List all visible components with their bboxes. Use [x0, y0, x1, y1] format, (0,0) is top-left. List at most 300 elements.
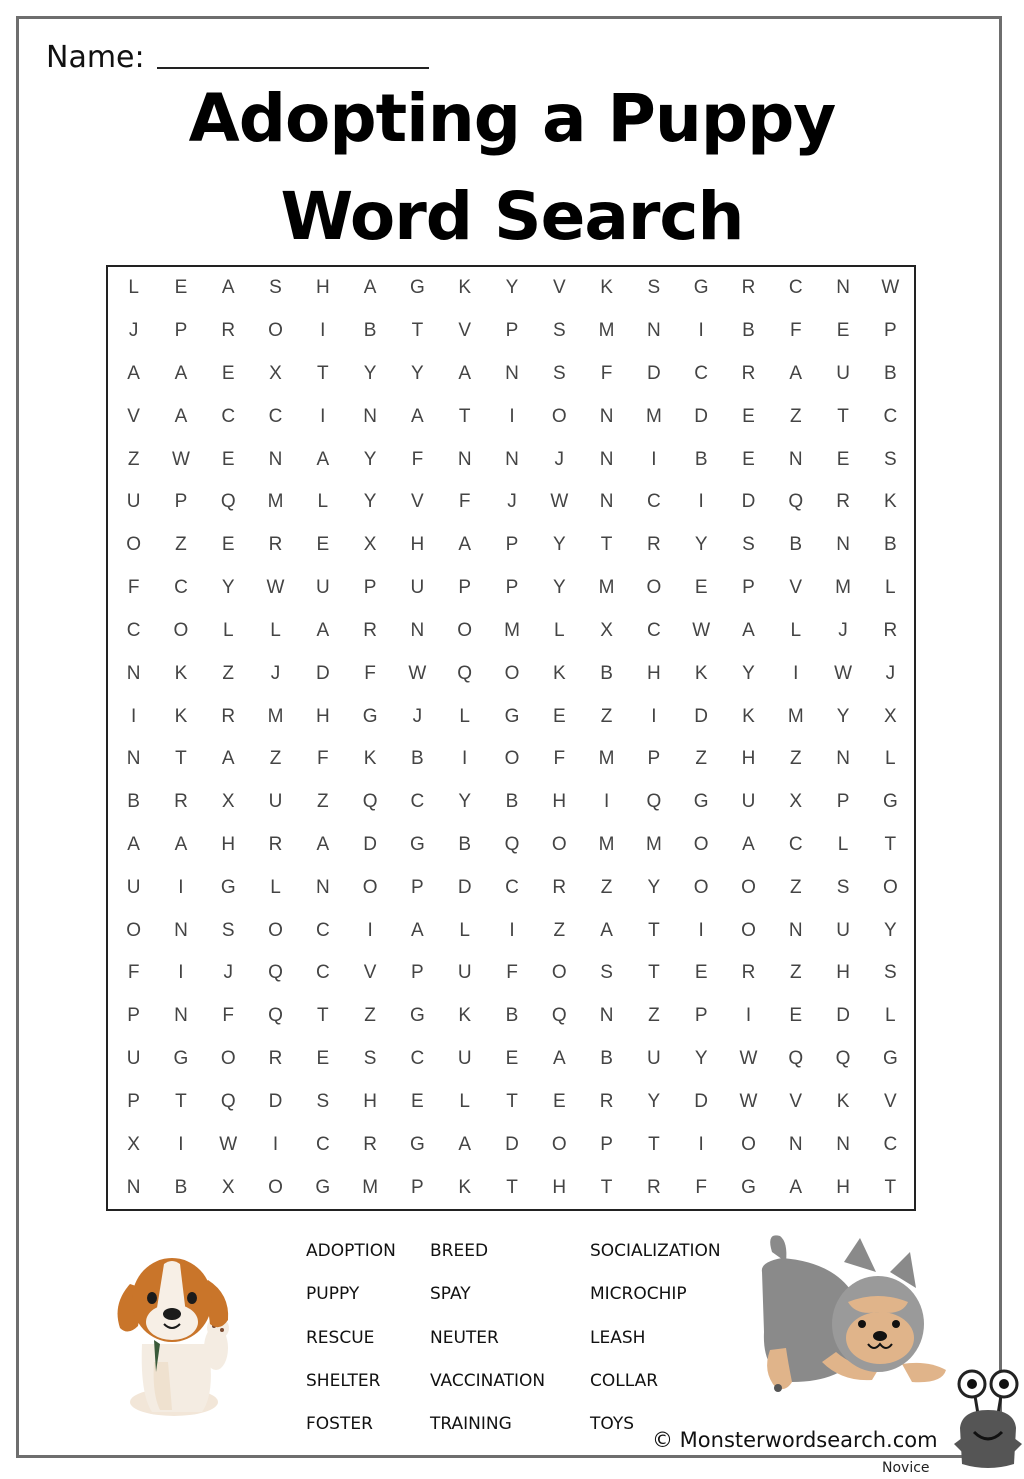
- grid-letter[interactable]: N: [647, 320, 661, 342]
- grid-letter[interactable]: B: [458, 834, 472, 856]
- grid-letter[interactable]: A: [363, 277, 377, 299]
- grid-letter[interactable]: N: [457, 448, 472, 470]
- grid-letter[interactable]: I: [131, 705, 137, 727]
- grid-letter[interactable]: G: [693, 277, 709, 299]
- grid-letter[interactable]: D: [836, 1005, 850, 1027]
- grid-letter[interactable]: I: [651, 705, 657, 727]
- grid-letter[interactable]: A: [174, 363, 188, 385]
- grid-letter[interactable]: Y: [836, 705, 850, 727]
- grid-letter[interactable]: T: [506, 1090, 518, 1112]
- grid-letter[interactable]: Y: [742, 662, 755, 684]
- grid-letter[interactable]: N: [315, 876, 330, 898]
- grid-letter[interactable]: U: [315, 577, 330, 599]
- grid-letter[interactable]: E: [742, 448, 755, 470]
- grid-letter[interactable]: S: [363, 1048, 377, 1070]
- grid-letter[interactable]: F: [695, 1176, 707, 1198]
- grid-letter[interactable]: Q: [835, 1048, 851, 1070]
- grid-letter[interactable]: B: [505, 791, 519, 813]
- grid-letter[interactable]: S: [269, 277, 282, 299]
- grid-letter[interactable]: O: [882, 876, 898, 898]
- grid-letter[interactable]: Q: [551, 1005, 567, 1027]
- grid-letter[interactable]: E: [221, 363, 235, 385]
- grid-letter[interactable]: T: [884, 834, 897, 856]
- grid-letter[interactable]: E: [552, 705, 566, 727]
- grid-letter[interactable]: C: [883, 1133, 898, 1155]
- grid-letter[interactable]: W: [739, 1090, 758, 1112]
- grid-letter[interactable]: M: [504, 619, 520, 641]
- grid-letter[interactable]: U: [836, 363, 850, 385]
- grid-letter[interactable]: H: [363, 1090, 377, 1112]
- grid-letter[interactable]: R: [174, 791, 188, 813]
- grid-letter[interactable]: J: [128, 320, 139, 342]
- grid-letter[interactable]: G: [882, 1048, 898, 1070]
- grid-letter[interactable]: J: [507, 491, 517, 513]
- grid-letter[interactable]: X: [789, 791, 803, 813]
- grid-letter[interactable]: L: [790, 619, 802, 641]
- grid-letter[interactable]: F: [127, 577, 140, 599]
- grid-letter[interactable]: I: [745, 1005, 752, 1027]
- grid-letter[interactable]: V: [884, 1090, 897, 1112]
- grid-letter[interactable]: L: [885, 748, 896, 770]
- grid-letter[interactable]: W: [739, 1048, 758, 1070]
- grid-letter[interactable]: E: [221, 448, 235, 470]
- grid-letter[interactable]: N: [126, 748, 141, 770]
- grid-letter[interactable]: A: [316, 448, 330, 470]
- grid-letter[interactable]: F: [458, 491, 471, 513]
- grid-letter[interactable]: P: [411, 962, 424, 984]
- grid-letter[interactable]: P: [363, 577, 377, 599]
- grid-letter[interactable]: Z: [600, 876, 613, 898]
- grid-letter[interactable]: S: [884, 962, 897, 984]
- grid-letter[interactable]: D: [694, 405, 709, 427]
- grid-letter[interactable]: T: [648, 919, 660, 941]
- grid-letter[interactable]: E: [221, 534, 235, 556]
- grid-letter[interactable]: E: [411, 1090, 424, 1112]
- grid-letter[interactable]: C: [647, 619, 661, 641]
- grid-letter[interactable]: A: [600, 919, 613, 941]
- grid-letter[interactable]: B: [505, 1005, 519, 1027]
- grid-letter[interactable]: Z: [222, 662, 235, 684]
- grid-letter[interactable]: Z: [317, 791, 329, 813]
- grid-letter[interactable]: N: [505, 448, 519, 470]
- grid-letter[interactable]: M: [645, 405, 662, 427]
- grid-letter[interactable]: Q: [788, 1048, 804, 1070]
- grid-letter[interactable]: H: [741, 748, 756, 770]
- grid-letter[interactable]: O: [646, 577, 662, 599]
- grid-letter[interactable]: K: [884, 491, 897, 513]
- grid-letter[interactable]: V: [789, 577, 803, 599]
- grid-letter[interactable]: C: [268, 405, 283, 427]
- grid-letter[interactable]: W: [692, 619, 711, 641]
- grid-letter[interactable]: N: [410, 619, 425, 641]
- grid-letter[interactable]: J: [223, 962, 233, 984]
- grid-letter[interactable]: R: [552, 876, 567, 898]
- grid-letter[interactable]: Z: [600, 705, 613, 727]
- grid-letter[interactable]: E: [694, 962, 708, 984]
- grid-letter[interactable]: I: [509, 405, 515, 427]
- grid-letter[interactable]: Z: [127, 448, 140, 470]
- grid-letter[interactable]: R: [647, 1176, 661, 1198]
- grid-letter[interactable]: L: [270, 876, 281, 898]
- grid-letter[interactable]: Q: [268, 962, 283, 984]
- grid-letter[interactable]: T: [506, 1176, 518, 1198]
- grid-letter[interactable]: P: [505, 320, 519, 342]
- grid-letter[interactable]: J: [885, 662, 896, 684]
- grid-letter[interactable]: E: [174, 277, 188, 299]
- grid-letter[interactable]: Q: [220, 491, 236, 513]
- grid-letter[interactable]: I: [698, 491, 704, 513]
- grid-letter[interactable]: Q: [362, 791, 378, 813]
- grid-letter[interactable]: G: [315, 1176, 331, 1198]
- grid-letter[interactable]: T: [884, 1176, 897, 1198]
- grid-letter[interactable]: R: [741, 363, 756, 385]
- grid-letter[interactable]: W: [171, 448, 190, 470]
- grid-letter[interactable]: H: [552, 1176, 567, 1198]
- grid-letter[interactable]: N: [599, 448, 614, 470]
- grid-letter[interactable]: I: [603, 791, 610, 813]
- grid-letter[interactable]: Z: [175, 534, 187, 556]
- grid-letter[interactable]: N: [505, 363, 519, 385]
- grid-letter[interactable]: T: [458, 405, 471, 427]
- grid-letter[interactable]: S: [221, 919, 235, 941]
- grid-letter[interactable]: I: [178, 1133, 184, 1155]
- grid-letter[interactable]: M: [267, 705, 284, 727]
- grid-letter[interactable]: C: [315, 962, 330, 984]
- grid-letter[interactable]: R: [741, 277, 756, 299]
- grid-letter[interactable]: A: [127, 363, 140, 385]
- grid-letter[interactable]: O: [126, 919, 142, 941]
- grid-letter[interactable]: H: [836, 1176, 850, 1198]
- grid-letter[interactable]: W: [834, 662, 853, 684]
- grid-letter[interactable]: G: [410, 1133, 425, 1155]
- grid-letter[interactable]: X: [221, 1176, 235, 1198]
- grid-letter[interactable]: O: [551, 962, 567, 984]
- grid-letter[interactable]: I: [320, 320, 326, 342]
- grid-letter[interactable]: U: [836, 919, 850, 941]
- grid-letter[interactable]: W: [219, 1133, 238, 1155]
- grid-letter[interactable]: K: [363, 748, 377, 770]
- grid-letter[interactable]: L: [270, 619, 281, 641]
- grid-letter[interactable]: I: [509, 919, 515, 941]
- grid-letter[interactable]: R: [268, 534, 283, 556]
- grid-letter[interactable]: Y: [363, 491, 377, 513]
- grid-letter[interactable]: G: [504, 705, 520, 727]
- grid-letter[interactable]: W: [408, 662, 427, 684]
- grid-letter[interactable]: M: [598, 577, 615, 599]
- grid-letter[interactable]: P: [742, 577, 755, 599]
- grid-letter[interactable]: L: [885, 577, 896, 599]
- grid-letter[interactable]: Y: [221, 577, 235, 599]
- grid-letter[interactable]: Z: [789, 962, 802, 984]
- grid-letter[interactable]: D: [694, 705, 709, 727]
- grid-letter[interactable]: N: [788, 1133, 803, 1155]
- grid-letter[interactable]: B: [600, 1048, 613, 1070]
- grid-letter[interactable]: M: [598, 320, 615, 342]
- grid-letter[interactable]: U: [647, 1048, 661, 1070]
- grid-letter[interactable]: O: [693, 834, 709, 856]
- grid-letter[interactable]: B: [694, 448, 708, 470]
- grid-letter[interactable]: C: [410, 1048, 425, 1070]
- grid-letter[interactable]: N: [599, 1005, 614, 1027]
- grid-letter[interactable]: R: [883, 619, 898, 641]
- grid-letter[interactable]: Z: [695, 748, 707, 770]
- grid-letter[interactable]: T: [317, 1005, 329, 1027]
- grid-letter[interactable]: Z: [789, 876, 802, 898]
- grid-letter[interactable]: A: [174, 834, 188, 856]
- grid-letter[interactable]: K: [742, 705, 755, 727]
- grid-letter[interactable]: P: [694, 1005, 708, 1027]
- grid-letter[interactable]: C: [788, 277, 803, 299]
- grid-letter[interactable]: E: [316, 534, 330, 556]
- grid-letter[interactable]: H: [221, 834, 236, 856]
- grid-letter[interactable]: N: [599, 405, 614, 427]
- grid-letter[interactable]: B: [742, 320, 755, 342]
- grid-letter[interactable]: B: [884, 534, 897, 556]
- grid-letter[interactable]: X: [269, 363, 282, 385]
- grid-letter[interactable]: F: [222, 1005, 235, 1027]
- grid-letter[interactable]: Q: [504, 834, 520, 856]
- grid-letter[interactable]: P: [836, 791, 850, 813]
- grid-letter[interactable]: O: [268, 320, 283, 342]
- grid-letter[interactable]: O: [268, 1176, 283, 1198]
- grid-letter[interactable]: N: [174, 919, 188, 941]
- grid-letter[interactable]: G: [220, 876, 236, 898]
- grid-letter[interactable]: S: [884, 448, 897, 470]
- grid-letter[interactable]: N: [788, 919, 803, 941]
- grid-letter[interactable]: D: [741, 491, 756, 513]
- grid-letter[interactable]: A: [742, 619, 755, 641]
- grid-letter[interactable]: O: [741, 1133, 756, 1155]
- grid-letter[interactable]: A: [316, 619, 330, 641]
- grid-letter[interactable]: N: [836, 534, 850, 556]
- grid-letter[interactable]: G: [693, 791, 709, 813]
- grid-letter[interactable]: M: [835, 577, 851, 599]
- grid-letter[interactable]: T: [600, 534, 613, 556]
- grid-letter[interactable]: H: [315, 277, 330, 299]
- grid-letter[interactable]: O: [126, 534, 142, 556]
- grid-letter[interactable]: D: [505, 1133, 519, 1155]
- grid-letter[interactable]: E: [505, 1048, 519, 1070]
- grid-letter[interactable]: D: [694, 1090, 709, 1112]
- grid-letter[interactable]: N: [126, 1176, 141, 1198]
- grid-letter[interactable]: G: [362, 705, 378, 727]
- grid-letter[interactable]: L: [554, 619, 565, 641]
- grid-letter[interactable]: B: [174, 1176, 188, 1198]
- grid-letter[interactable]: A: [789, 1176, 803, 1198]
- grid-letter[interactable]: M: [645, 834, 662, 856]
- grid-letter[interactable]: I: [698, 919, 704, 941]
- grid-letter[interactable]: L: [128, 277, 139, 299]
- grid-letter[interactable]: V: [458, 320, 472, 342]
- grid-letter[interactable]: Z: [789, 748, 802, 770]
- grid-letter[interactable]: S: [600, 962, 613, 984]
- grid-letter[interactable]: R: [836, 491, 850, 513]
- grid-letter[interactable]: N: [788, 448, 803, 470]
- grid-letter[interactable]: T: [411, 320, 424, 342]
- grid-letter[interactable]: L: [317, 491, 329, 513]
- grid-letter[interactable]: P: [411, 876, 424, 898]
- grid-letter[interactable]: F: [506, 962, 518, 984]
- grid-letter[interactable]: Y: [647, 876, 661, 898]
- grid-letter[interactable]: V: [789, 1090, 803, 1112]
- grid-letter[interactable]: M: [598, 748, 615, 770]
- grid-letter[interactable]: L: [459, 1090, 470, 1112]
- grid-letter[interactable]: O: [362, 876, 378, 898]
- grid-letter[interactable]: F: [317, 748, 329, 770]
- grid-letter[interactable]: B: [789, 534, 803, 556]
- grid-letter[interactable]: O: [693, 876, 709, 898]
- grid-letter[interactable]: Z: [364, 1005, 376, 1027]
- grid-letter[interactable]: X: [363, 534, 377, 556]
- grid-letter[interactable]: S: [552, 363, 566, 385]
- grid-letter[interactable]: D: [457, 876, 472, 898]
- grid-letter[interactable]: B: [600, 662, 613, 684]
- grid-letter[interactable]: I: [462, 748, 468, 770]
- grid-letter[interactable]: R: [363, 619, 377, 641]
- grid-letter[interactable]: Y: [363, 448, 377, 470]
- grid-letter[interactable]: E: [836, 448, 850, 470]
- grid-letter[interactable]: A: [411, 405, 424, 427]
- grid-letter[interactable]: P: [505, 577, 519, 599]
- grid-letter[interactable]: J: [554, 448, 565, 470]
- grid-letter[interactable]: Q: [646, 791, 662, 813]
- grid-letter[interactable]: C: [694, 363, 709, 385]
- grid-letter[interactable]: L: [885, 1005, 896, 1027]
- grid-letter[interactable]: A: [789, 363, 803, 385]
- grid-letter[interactable]: E: [742, 405, 755, 427]
- grid-letter[interactable]: C: [788, 834, 803, 856]
- grid-letter[interactable]: D: [647, 363, 661, 385]
- grid-letter[interactable]: U: [457, 962, 472, 984]
- grid-letter[interactable]: A: [221, 277, 235, 299]
- grid-letter[interactable]: K: [694, 662, 708, 684]
- grid-letter[interactable]: F: [127, 962, 140, 984]
- grid-letter[interactable]: S: [647, 277, 661, 299]
- grid-letter[interactable]: P: [174, 491, 188, 513]
- grid-letter[interactable]: A: [458, 363, 472, 385]
- grid-letter[interactable]: P: [647, 748, 661, 770]
- grid-letter[interactable]: A: [411, 919, 424, 941]
- grid-letter[interactable]: C: [883, 405, 898, 427]
- grid-letter[interactable]: L: [459, 705, 470, 727]
- grid-letter[interactable]: U: [126, 1048, 141, 1070]
- grid-letter[interactable]: O: [551, 834, 567, 856]
- grid-letter[interactable]: N: [836, 748, 850, 770]
- grid-letter[interactable]: O: [504, 748, 520, 770]
- grid-letter[interactable]: S: [742, 534, 755, 556]
- grid-letter[interactable]: N: [268, 448, 283, 470]
- grid-letter[interactable]: X: [600, 619, 613, 641]
- grid-letter[interactable]: L: [837, 834, 849, 856]
- grid-letter[interactable]: O: [504, 662, 520, 684]
- grid-letter[interactable]: W: [550, 491, 569, 513]
- grid-letter[interactable]: Y: [694, 1048, 708, 1070]
- grid-letter[interactable]: Z: [648, 1005, 660, 1027]
- grid-letter[interactable]: H: [410, 534, 425, 556]
- grid-letter[interactable]: N: [836, 277, 850, 299]
- grid-letter[interactable]: Y: [552, 577, 566, 599]
- grid-letter[interactable]: C: [174, 577, 188, 599]
- grid-letter[interactable]: I: [698, 1133, 704, 1155]
- grid-letter[interactable]: Q: [788, 491, 804, 513]
- grid-letter[interactable]: T: [648, 1133, 660, 1155]
- grid-letter[interactable]: V: [363, 962, 377, 984]
- grid-letter[interactable]: O: [551, 1133, 567, 1155]
- grid-letter[interactable]: I: [793, 662, 799, 684]
- grid-letter[interactable]: V: [552, 277, 566, 299]
- grid-letter[interactable]: J: [412, 705, 423, 727]
- grid-letter[interactable]: C: [505, 876, 519, 898]
- grid-letter[interactable]: Y: [363, 363, 377, 385]
- grid-letter[interactable]: J: [270, 662, 281, 684]
- grid-letter[interactable]: R: [599, 1090, 614, 1112]
- grid-letter[interactable]: B: [884, 363, 897, 385]
- grid-letter[interactable]: C: [315, 919, 330, 941]
- grid-letter[interactable]: H: [836, 962, 850, 984]
- grid-letter[interactable]: G: [741, 1176, 756, 1198]
- grid-letter[interactable]: N: [126, 662, 141, 684]
- grid-letter[interactable]: J: [838, 619, 848, 641]
- grid-letter[interactable]: A: [221, 748, 235, 770]
- grid-letter[interactable]: B: [363, 320, 377, 342]
- grid-letter[interactable]: D: [363, 834, 377, 856]
- grid-letter[interactable]: A: [742, 834, 755, 856]
- name-input-line[interactable]: [157, 67, 429, 69]
- grid-letter[interactable]: K: [458, 277, 472, 299]
- grid-letter[interactable]: K: [552, 662, 566, 684]
- grid-letter[interactable]: N: [363, 405, 377, 427]
- grid-letter[interactable]: O: [551, 405, 567, 427]
- grid-letter[interactable]: N: [174, 1005, 188, 1027]
- grid-letter[interactable]: L: [222, 619, 234, 641]
- grid-letter[interactable]: T: [648, 962, 660, 984]
- grid-letter[interactable]: K: [836, 1090, 850, 1112]
- grid-letter[interactable]: Q: [457, 662, 473, 684]
- grid-letter[interactable]: A: [316, 834, 330, 856]
- grid-letter[interactable]: E: [789, 1005, 803, 1027]
- grid-letter[interactable]: B: [127, 791, 140, 813]
- grid-letter[interactable]: A: [458, 534, 472, 556]
- grid-letter[interactable]: D: [315, 662, 330, 684]
- grid-letter[interactable]: C: [315, 1133, 330, 1155]
- grid-letter[interactable]: R: [363, 1133, 377, 1155]
- grid-letter[interactable]: C: [221, 405, 236, 427]
- grid-letter[interactable]: E: [316, 1048, 330, 1070]
- grid-letter[interactable]: M: [362, 1176, 379, 1198]
- grid-letter[interactable]: I: [651, 448, 657, 470]
- grid-letter[interactable]: O: [741, 919, 756, 941]
- grid-letter[interactable]: H: [552, 791, 567, 813]
- grid-letter[interactable]: A: [127, 834, 140, 856]
- grid-letter[interactable]: S: [836, 876, 850, 898]
- grid-letter[interactable]: K: [174, 705, 188, 727]
- grid-letter[interactable]: P: [127, 1005, 140, 1027]
- grid-letter[interactable]: P: [127, 1090, 140, 1112]
- grid-letter[interactable]: Y: [458, 791, 472, 813]
- grid-letter[interactable]: K: [458, 1176, 472, 1198]
- grid-letter[interactable]: A: [458, 1133, 472, 1155]
- grid-letter[interactable]: R: [221, 320, 236, 342]
- grid-letter[interactable]: K: [174, 662, 188, 684]
- grid-letter[interactable]: I: [178, 962, 184, 984]
- grid-letter[interactable]: F: [600, 363, 613, 385]
- grid-letter[interactable]: C: [647, 491, 661, 513]
- grid-letter[interactable]: D: [268, 1090, 283, 1112]
- grid-letter[interactable]: X: [221, 791, 235, 813]
- grid-letter[interactable]: K: [600, 277, 613, 299]
- grid-letter[interactable]: T: [317, 363, 329, 385]
- grid-letter[interactable]: B: [411, 748, 424, 770]
